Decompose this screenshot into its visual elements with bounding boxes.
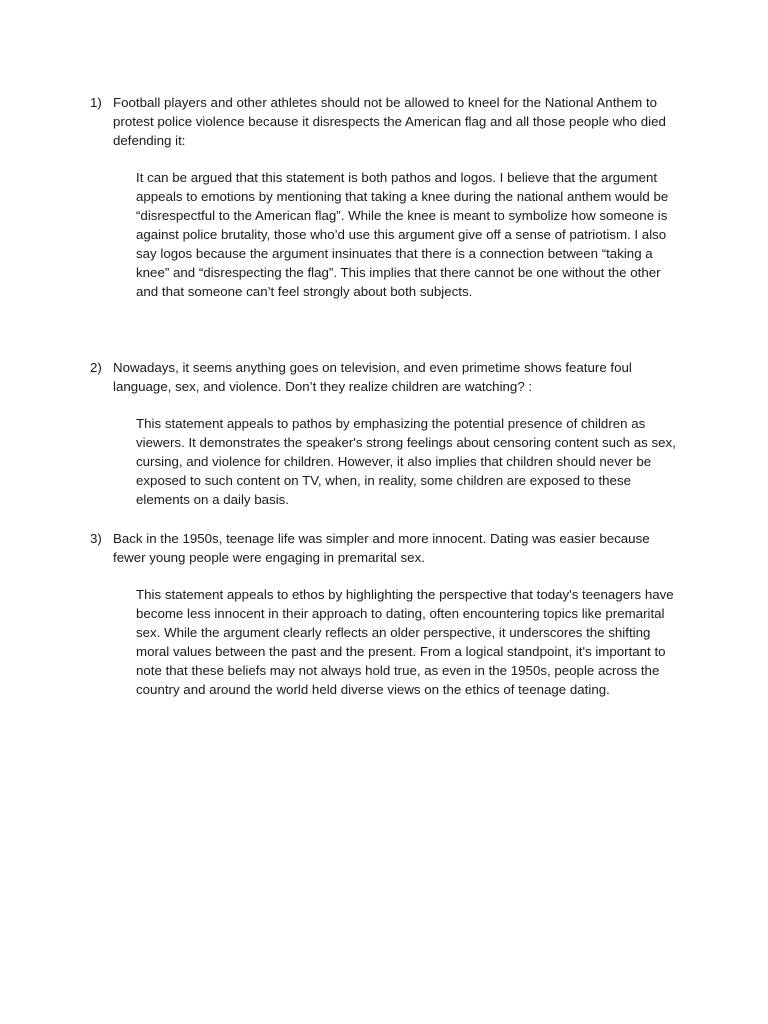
- prompt-text: Back in the 1950s, teenage life was simpler and more innocent. Dating was easier because fewer young people were engaging in premarital sex.: [113, 531, 650, 565]
- prompt-text: Football players and other athletes should not be allowed to kneel for the National Anthem to protest police violence because it disrespects the American flag and all those people who died defending it:: [113, 95, 666, 148]
- prompt-row: [90, 358, 680, 396]
- item-number: 3): [90, 531, 102, 546]
- prompt-text: Nowadays, it seems anything goes on television, and even primetime shows feature foul language, sex, and violence. Don’t they realize children are watching? :: [113, 360, 632, 394]
- item-number: 2): [90, 360, 102, 375]
- numbered-item-2: [90, 358, 680, 509]
- answer-paragraph: It can be argued that this statement is both pathos and logos. I believe that the argument appeals to emotions by mentioning that taking a knee during the national anthem would be “disrespectful to the American flag”. While the knee is meant to symbolize how someone is against police brutality, those who’d use this argument give off a sense of patriotism. I also say logos because the argument insinuates that there is a connection between “taking a knee” and “disrespecting the flag”. This implies that there cannot be one without the other and that someone can’t feel strongly about both subjects.: [136, 170, 669, 299]
- answer-paragraph: This statement appeals to ethos by highlighting the perspective that today's teenagers have become less innocent in their approach to dating, often encountering topics like premarital sex. While the argument clearly reflects an older perspective, it underscores the shifting moral values between the past and the present. From a logical standpoint, it's important to note that these beliefs may not always hold true, as even in the 1950s, people across the country and around the world held diverse views on the ethics of teenage dating.: [136, 587, 674, 697]
- prompt-row: [90, 529, 680, 567]
- prompt-row: [90, 93, 680, 150]
- numbered-item-3: [90, 529, 680, 699]
- item-number: 1): [90, 95, 102, 110]
- answer-paragraph: This statement appeals to pathos by emphasizing the potential presence of children as viewers. It demonstrates the speaker's strong feelings about censoring content such as sex, cursing, and violence for children. However, it also implies that children should never be exposed to such content on TV, when, in reality, some children are exposed to these elements on a daily basis.: [136, 416, 676, 507]
- numbered-item-1: [90, 93, 680, 301]
